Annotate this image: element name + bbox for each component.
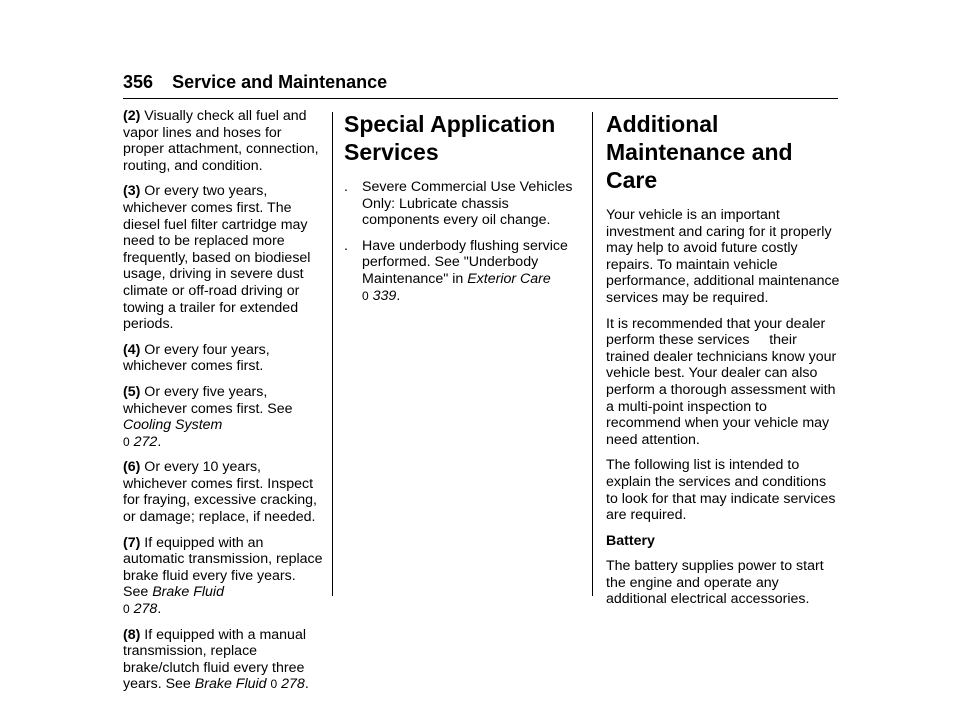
page-ref-arrow-icon: 0	[123, 434, 130, 449]
bullet-list	[344, 179, 580, 304]
section-heading: Special Application Services	[344, 111, 556, 165]
page-ref[interactable]: 339	[372, 287, 397, 304]
section-title: Service and Maintenance	[172, 72, 388, 92]
link-exterior-care[interactable]: Exterior Care	[467, 270, 551, 287]
column-footnotes	[123, 108, 323, 702]
page-number: 356	[123, 72, 154, 92]
page-header	[123, 72, 387, 93]
bullet-icon: .	[344, 237, 348, 254]
footnote-8: (8) If equipped with a manual transmission, replace brake/clutch fluid every three years. See Brake Fluid 0 278.	[123, 626, 309, 693]
page-ref-arrow-icon: 0	[123, 602, 130, 617]
section-heading: Additional Maintenance and Care	[606, 111, 793, 193]
footnote-5: (5) Or every five years, whichever comes first. See Cooling System 0 272.	[123, 383, 293, 450]
page-ref[interactable]: 278	[133, 601, 158, 618]
page-ref[interactable]: 278	[281, 676, 305, 693]
column-additional-care	[606, 108, 840, 617]
column-special-services	[344, 108, 580, 313]
paragraph: Your vehicle is an important investment and caring for it properly may help to avoid future costly repairs. To maintain vehicle performance, additional maintenance services may be required.	[606, 207, 840, 306]
link-brake-fluid[interactable]: Brake Fluid	[194, 676, 267, 693]
footnote-6: (6) Or every 10 years, whichever comes first. Inspect for fraying, excessive cracking, or damage; replace, if needed.	[123, 459, 317, 526]
page-ref-arrow-icon: 0	[362, 288, 369, 303]
subheading-battery: Battery	[606, 532, 655, 549]
list-item: . Have underbody flushing service performed. See "Underbody Maintenance" in Exterior Care 0 339.	[344, 237, 568, 304]
list-item: . Severe Commercial Use Vehicles Only: Lubricate chassis components every oil change.	[344, 179, 573, 229]
link-cooling-system[interactable]: Cooling System	[123, 417, 223, 434]
column-divider-2	[592, 112, 593, 596]
column-divider-1	[332, 112, 333, 596]
header-rule	[123, 98, 838, 99]
paragraph: The battery supplies power to start the engine and operate any additional electrical accessories.	[606, 558, 824, 608]
link-brake-fluid[interactable]: Brake Fluid	[152, 584, 224, 601]
page-ref[interactable]: 272	[133, 433, 158, 450]
page-ref-arrow-icon: 0	[270, 677, 278, 692]
paragraph: It is recommended that your dealer perform these services their trained dealer technicians know your vehicle best. Your dealer can also perform a thorough assessment with a multi-point inspection to recommend when your vehicle may need attention.	[606, 315, 841, 448]
paragraph: The following list is intended to explain the services and conditions to look for that may indicate services are required.	[606, 457, 836, 524]
footnote-4: (4) Or every four years, whichever comes first.	[123, 341, 270, 375]
bullet-icon: .	[344, 179, 348, 195]
footnote-7: (7) If equipped with an automatic transmission, replace brake fluid every five years. See Brake Fluid 0 278.	[123, 534, 323, 618]
footnote-3: (3) Or every two years, whichever comes first. The diesel fuel filter cartridge may need to be replaced more frequently, based on biodiesel usage, driving in severe dust climate or off-road driving or towing a trailer for extended periods.	[123, 183, 311, 333]
footnote-2: (2) Visually check all fuel and vapor lines and hoses for proper attachment, connection, routing, and condition.	[123, 108, 319, 174]
